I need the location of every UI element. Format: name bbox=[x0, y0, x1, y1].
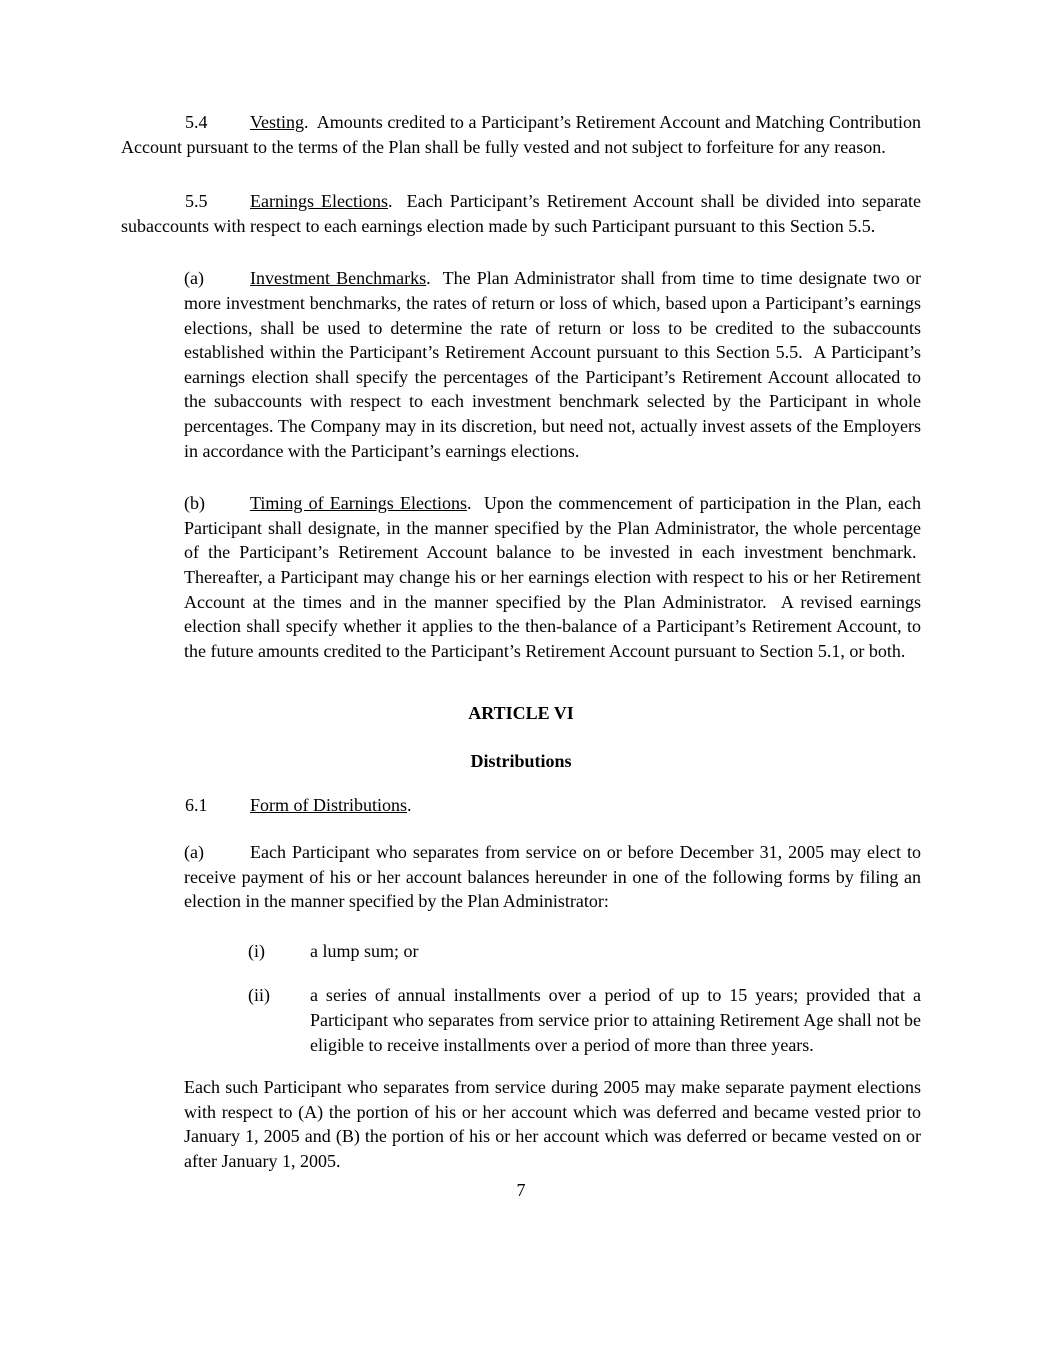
section-6-1 bbox=[121, 793, 921, 818]
subsection-a-investment-benchmarks bbox=[184, 266, 921, 463]
section-6-1-period: . bbox=[407, 795, 412, 816]
list-item-i-number: (i) bbox=[248, 940, 265, 961]
page-number: 7 bbox=[516, 1179, 526, 1200]
subsection-6-1-a bbox=[184, 840, 921, 914]
subsection-a-number: (a) bbox=[184, 268, 204, 289]
list-item-i-body: a lump sum; or bbox=[310, 940, 419, 961]
subsection-6-1-a-body: Each Participant who separates from service on or before December 31, 2005 may elect to receive payment of his or her account balances hereunder in one of the following forms by filing an election in the manner specified by the Plan Administrator: bbox=[184, 842, 921, 912]
section-5-4-body: . Amounts credited to a Participant’s Retirement Account and Matching Contribution Account pursuant to the terms of the Plan shall be fully vested and not subject to forfeiture for any reason. bbox=[121, 112, 921, 157]
list-item-ii bbox=[248, 983, 921, 1057]
section-5-5-body: . Each Participant’s Retirement Account shall be divided into separate subaccounts with respect to each earnings election made by such Participant pursuant to this Section 5.5. bbox=[121, 191, 921, 236]
section-5-4-heading: Vesting bbox=[250, 112, 304, 132]
section-6-1-number: 6.1 bbox=[185, 795, 208, 816]
section-5-4 bbox=[121, 110, 921, 159]
subsection-b-body: . Upon the commencement of participation in the Plan, each Participant shall designate, in the manner specified by the Plan Administrator, the whole percentage of the Participant’s Retirement Account balance to be invested in each investment benchmark. Thereafter, a Participant may change his or her earnings election with respect to his or her Retirement Account at the times and in the manner specified by the Plan Administrator. A revised earnings election shall specify whether it applies to the then-balance of a Participant’s Retirement Account, to the future amounts credited to the Participant’s Retirement Account pursuant to Section 5.1, or both. bbox=[184, 493, 921, 661]
subsection-a-heading: Investment Benchmarks bbox=[250, 268, 427, 289]
section-6-1-heading: Form of Distributions bbox=[250, 795, 408, 816]
article-heading: ARTICLE VI bbox=[468, 703, 574, 724]
section-5-5-heading: Earnings Elections bbox=[250, 191, 389, 212]
list-item-ii-body: a series of annual installments over a period of up to 15 years; provided that a Participant who separates from service prior to attaining Retirement Age shall not be eligible to receive installments over a period of more than three years. bbox=[310, 985, 921, 1055]
subsection-6-1-a-number: (a) bbox=[184, 842, 204, 863]
subsection-b-number: (b) bbox=[184, 493, 205, 514]
section-5-5 bbox=[121, 189, 921, 238]
list-item-ii-number: (ii) bbox=[248, 985, 270, 1006]
article-subheading: Distributions bbox=[470, 750, 572, 771]
section-5-5-number: 5.5 bbox=[185, 191, 208, 212]
section-5-4-number: 5.4 bbox=[185, 112, 208, 132]
subsection-b-heading: Timing of Earnings Elections bbox=[250, 493, 467, 514]
closing-paragraph: Each such Participant who separates from service during 2005 may make separate payment elections with respect to (A) the portion of his or her account which was deferred and became vested prior to January 1, 2005 and (B) the portion of his or her account which was deferred or became vested on or after January 1, 2005. bbox=[184, 1077, 921, 1171]
subsection-b-timing-of-earnings-elections bbox=[184, 491, 921, 663]
subsection-a-body: . The Plan Administrator shall from time to time designate two or more investment benchmarks, the rates of return or loss of which, based upon a Participant’s earnings elections, shall be used to determine the rate of return or loss to be credited to the subaccounts established within the Participant’s Retirement Account pursuant to this Section 5.5. A Participant’s earnings election shall specify the percentages of the Participant’s Retirement Account allocated to the subaccounts with respect to each investment benchmark selected by the Participant in whole percentages. The Company may in its discretion, but need not, actually invest assets of the Employers in accordance with the Participant’s earnings elections. bbox=[184, 268, 921, 461]
list-item-i bbox=[248, 939, 921, 964]
